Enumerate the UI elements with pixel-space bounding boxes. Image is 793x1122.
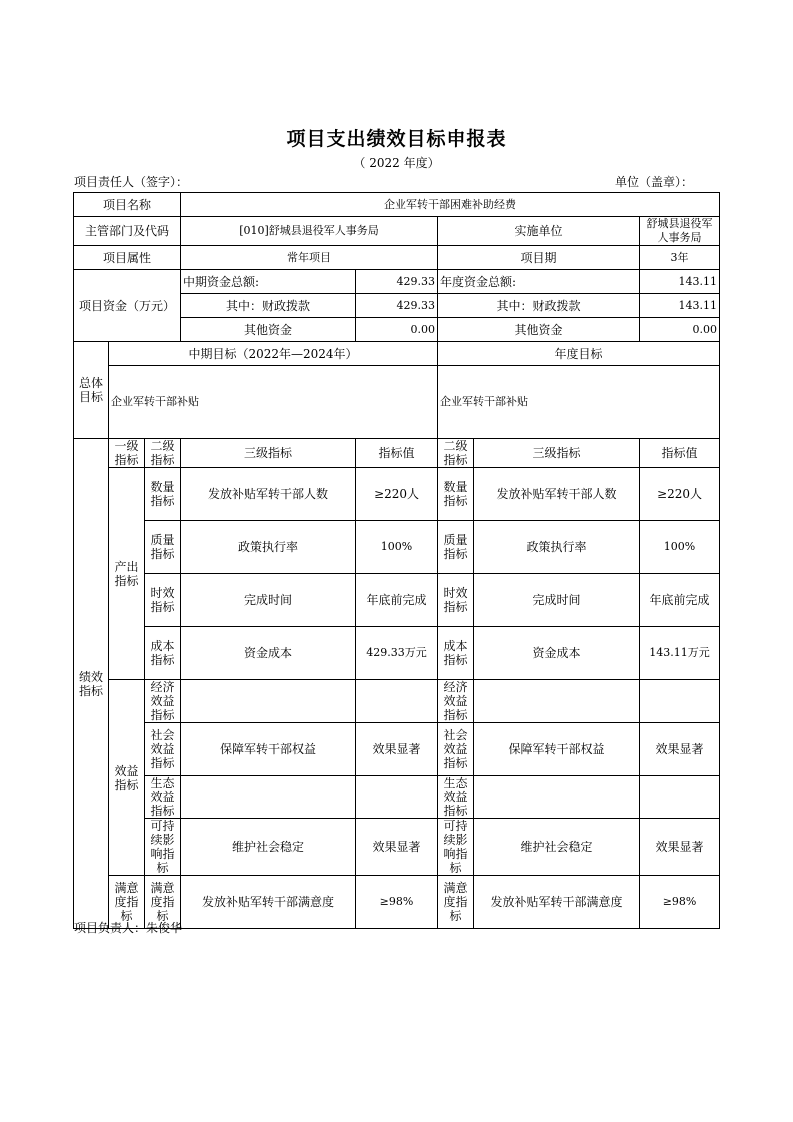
indicator-l2: 生态效益指标 <box>145 776 181 819</box>
indicator-l2-annual: 社会效益指标 <box>438 723 474 776</box>
indicator-l3-annual: 资金成本 <box>474 627 640 680</box>
indicator-value: 效果显著 <box>356 819 438 876</box>
annual-goal-header: 年度目标 <box>438 342 720 366</box>
indicator-l2-annual: 成本指标 <box>438 627 474 680</box>
project-leader: 项目负责人：朱俊华 <box>74 921 183 935</box>
impl-label: 实施单位 <box>438 217 640 246</box>
indicator-l3: 完成时间 <box>181 574 356 627</box>
other-annual-value: 0.00 <box>640 318 720 342</box>
satisfaction-indicator-label: 满意度指标 <box>109 876 145 929</box>
indicator-l3-annual: 保障军转干部权益 <box>474 723 640 776</box>
indicator-l2: 满意度指标 <box>145 876 181 929</box>
indicator-l3-annual: 发放补贴军转干部人数 <box>474 468 640 521</box>
indicator-l2: 质量指标 <box>145 521 181 574</box>
midterm-goal-header: 中期目标（2022年—2024年） <box>109 342 438 366</box>
indicator-l3-annual <box>474 776 640 819</box>
indicator-l3-annual: 维护社会稳定 <box>474 819 640 876</box>
indicator-value-annual: 效果显著 <box>640 819 720 876</box>
responsible-signature-label: 项目责任人（签字）： <box>74 175 189 189</box>
indicator-value <box>356 680 438 723</box>
other-mid-value: 0.00 <box>356 318 438 342</box>
indicator-l2-annual: 可持续影响指标 <box>438 819 474 876</box>
form-title: 项目支出绩效目标申报表 <box>286 128 507 150</box>
overall-goal-label: 总体目标 <box>74 342 109 439</box>
fiscal-annual-value: 143.11 <box>640 294 720 318</box>
indicator-value: 年底前完成 <box>356 574 438 627</box>
indicator-l3: 资金成本 <box>181 627 356 680</box>
indicator-l3: 政策执行率 <box>181 521 356 574</box>
indicator-l2-annual: 满意度指标 <box>438 876 474 929</box>
indicator-value-annual: 年底前完成 <box>640 574 720 627</box>
indicator-l2: 时效指标 <box>145 574 181 627</box>
header-level3-annual: 三级指标 <box>474 439 640 468</box>
dept-value: [010]舒城县退役军人事务局 <box>181 217 438 246</box>
funds-label: 项目资金（万元） <box>74 270 181 342</box>
indicator-l2: 成本指标 <box>145 627 181 680</box>
header-level3: 三级指标 <box>181 439 356 468</box>
project-name-label: 项目名称 <box>74 193 181 217</box>
indicator-l3 <box>181 680 356 723</box>
indicator-l3: 发放补贴军转干部人数 <box>181 468 356 521</box>
indicator-l2-annual: 经济效益指标 <box>438 680 474 723</box>
indicator-l3-annual: 政策执行率 <box>474 521 640 574</box>
attr-label: 项目属性 <box>74 246 181 270</box>
attr-value: 常年项目 <box>181 246 438 270</box>
impl-value: 舒城县退役军人事务局 <box>640 217 720 246</box>
indicator-l2-annual: 时效指标 <box>438 574 474 627</box>
indicator-l2: 数量指标 <box>145 468 181 521</box>
indicator-value-annual: 100% <box>640 521 720 574</box>
indicator-l2-annual: 生态效益指标 <box>438 776 474 819</box>
project-name-value: 企业军转干部困难补助经费 <box>181 193 720 217</box>
indicator-l3: 维护社会稳定 <box>181 819 356 876</box>
indicator-l3-annual <box>474 680 640 723</box>
fiscal-mid-value: 429.33 <box>356 294 438 318</box>
fiscal-annual-label: 其中：财政拨款 <box>438 294 640 318</box>
annual-goal-text: 企业军转干部补贴 <box>438 366 720 439</box>
dept-label: 主管部门及代码 <box>74 217 181 246</box>
indicator-l2: 社会效益指标 <box>145 723 181 776</box>
indicator-l2: 可持续影响指标 <box>145 819 181 876</box>
indicator-l2: 经济效益指标 <box>145 680 181 723</box>
indicator-l3-annual: 发放补贴军转干部满意度 <box>474 876 640 929</box>
other-mid-label: 其他资金 <box>181 318 356 342</box>
benefit-indicator-label: 效益指标 <box>109 680 145 876</box>
midterm-goal-text: 企业军转干部补贴 <box>109 366 438 439</box>
indicator-value: ≥220人 <box>356 468 438 521</box>
indicator-l3: 保障军转干部权益 <box>181 723 356 776</box>
indicator-value-annual: ≥220人 <box>640 468 720 521</box>
output-indicator-label: 产出指标 <box>109 468 145 680</box>
indicator-value: 429.33万元 <box>356 627 438 680</box>
header-level2: 二级指标 <box>145 439 181 468</box>
header-value: 指标值 <box>356 439 438 468</box>
performance-indicators-label: 绩效指标 <box>74 439 109 929</box>
indicator-l2-annual: 质量指标 <box>438 521 474 574</box>
indicator-value: ≥98% <box>356 876 438 929</box>
header-level2-annual: 二级指标 <box>438 439 474 468</box>
indicator-value-annual <box>640 680 720 723</box>
header-level1: 一级指标 <box>109 439 145 468</box>
indicator-value-annual: ≥98% <box>640 876 720 929</box>
midterm-total-value: 429.33 <box>356 270 438 294</box>
performance-form-table <box>73 192 720 929</box>
annual-total-label: 年度资金总额: <box>438 270 640 294</box>
indicator-value-annual: 143.11万元 <box>640 627 720 680</box>
indicator-l3: 发放补贴军转干部满意度 <box>181 876 356 929</box>
indicator-value <box>356 776 438 819</box>
unit-seal-label: 单位（盖章）： <box>615 175 694 189</box>
indicator-value: 100% <box>356 521 438 574</box>
indicator-l2-annual: 数量指标 <box>438 468 474 521</box>
period-label: 项目期 <box>438 246 640 270</box>
period-value: 3年 <box>640 246 720 270</box>
other-annual-label: 其他资金 <box>438 318 640 342</box>
indicator-l3 <box>181 776 356 819</box>
fiscal-mid-label: 其中：财政拨款 <box>181 294 356 318</box>
indicator-l3-annual: 完成时间 <box>474 574 640 627</box>
indicator-value: 效果显著 <box>356 723 438 776</box>
midterm-total-label: 中期资金总额: <box>181 270 356 294</box>
indicator-value-annual: 效果显著 <box>640 723 720 776</box>
year-line: （ 2022 年度） <box>353 156 440 170</box>
header-value-annual: 指标值 <box>640 439 720 468</box>
annual-total-value: 143.11 <box>640 270 720 294</box>
indicator-value-annual <box>640 776 720 819</box>
